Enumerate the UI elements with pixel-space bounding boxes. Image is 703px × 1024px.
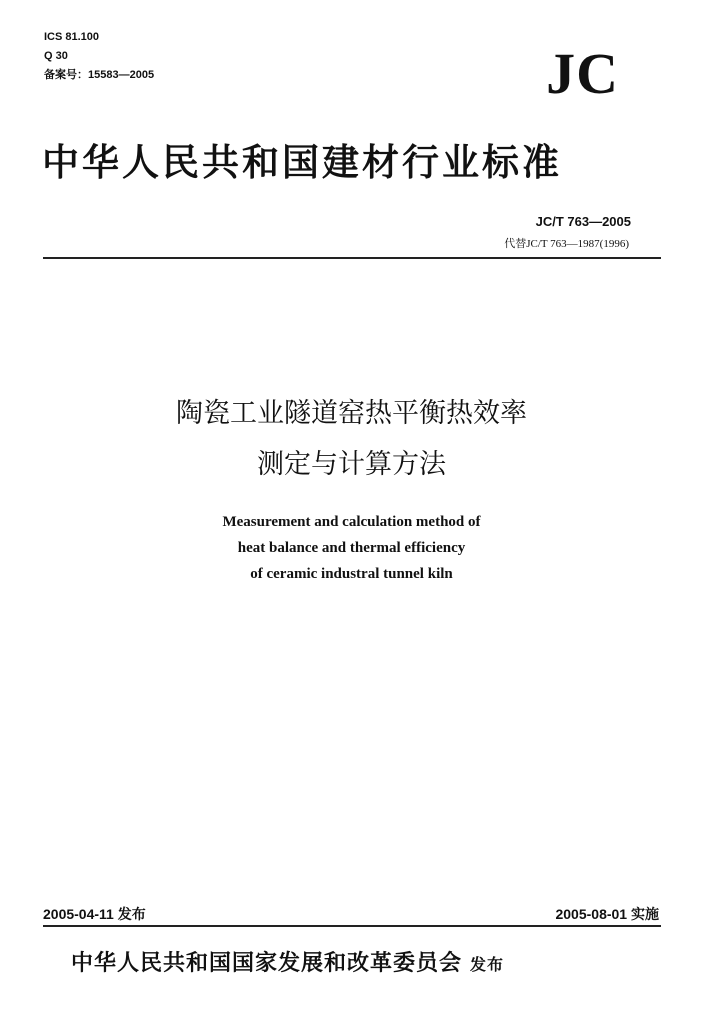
document-title-en-line1: Measurement and calculation method of [222,514,481,530]
standard-code: JC/T 763—2005 [535,214,631,229]
document-title-en-line3: of ceramic industral tunnel kiln [250,566,453,582]
implementation-date: 2005-08-01 实施 [555,906,659,922]
ccs-code: Q 30 [44,50,68,62]
publisher-line [71,946,504,977]
issue-date: 2005-04-11 发布 [43,906,146,922]
document-title-en-line2: heat balance and thermal efficiency [237,540,466,556]
standard-title: 中华人民共和国建材行业标准 [42,140,562,184]
replaces-note: 代替JC/T 763—1987(1996) [504,238,629,250]
jc-logo: JC [546,41,619,106]
publisher-suffix: 发布 [470,955,505,974]
record-number: 备案号：15583—2005 [44,69,155,81]
top-divider [43,257,661,259]
bottom-divider [43,925,661,927]
document-title-cn-line1: 陶瓷工业隧道窑热平衡热效率 [176,398,527,429]
ics-code: ICS 81.100 [44,31,100,43]
document-title-cn-line2: 测定与计算方法 [257,449,446,480]
publisher-name: 中华人民共和国国家发展和改革委员会 [71,950,463,976]
